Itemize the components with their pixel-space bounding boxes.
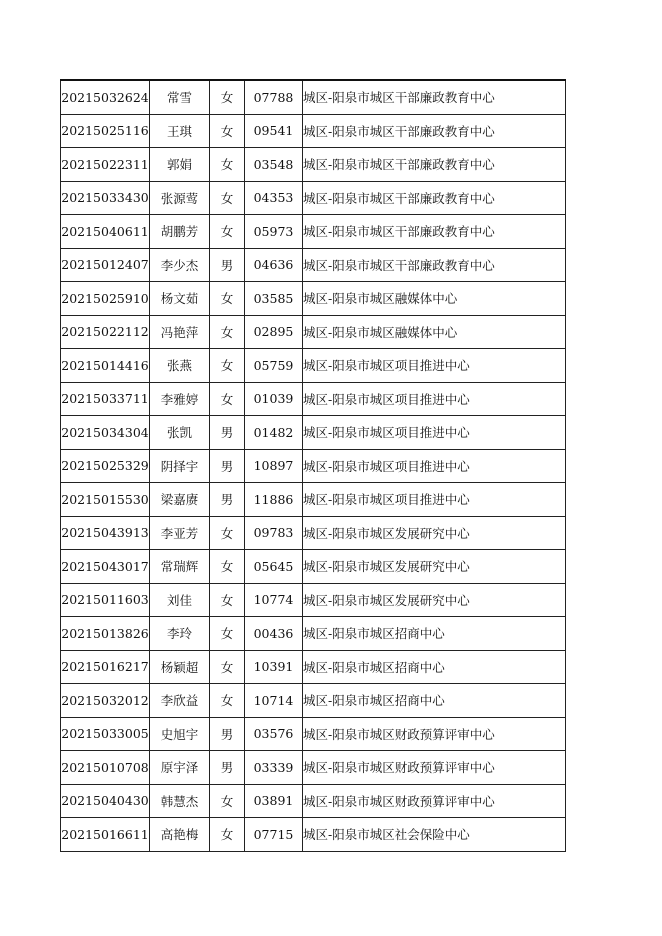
score-cell: 00436 xyxy=(245,617,303,651)
gender-cell: 男 xyxy=(210,449,245,483)
table-row xyxy=(61,449,566,483)
table-row xyxy=(61,248,566,282)
candidate-name-cell: 郭娟 xyxy=(150,148,210,182)
score-cell: 10774 xyxy=(245,583,303,617)
score-cell: 07715 xyxy=(245,818,303,852)
table-row xyxy=(61,80,566,114)
candidate-name-cell: 李少杰 xyxy=(150,248,210,282)
gender-cell: 女 xyxy=(210,784,245,818)
candidate-name-cell: 胡鹏芳 xyxy=(150,215,210,249)
candidate-name-cell: 张凯 xyxy=(150,416,210,450)
unit-cell: 城区-阳泉市城区财政预算评审中心 xyxy=(303,784,566,818)
unit-cell: 城区-阳泉市城区招商中心 xyxy=(303,684,566,718)
table-row xyxy=(61,416,566,450)
exam-number-cell: 20215040611 xyxy=(61,215,150,249)
candidate-name-cell: 张燕 xyxy=(150,349,210,383)
gender-cell: 女 xyxy=(210,349,245,383)
table-row xyxy=(61,617,566,651)
gender-cell: 女 xyxy=(210,181,245,215)
gender-cell: 女 xyxy=(210,550,245,584)
candidate-name-cell: 李雅婷 xyxy=(150,382,210,416)
exam-number-cell: 20215015530 xyxy=(61,483,150,517)
score-cell: 11886 xyxy=(245,483,303,517)
table-row xyxy=(61,684,566,718)
score-cell: 03585 xyxy=(245,282,303,316)
candidate-name-cell: 李亚芳 xyxy=(150,516,210,550)
table-row xyxy=(61,349,566,383)
score-cell: 04353 xyxy=(245,181,303,215)
exam-number-cell: 20215022112 xyxy=(61,315,150,349)
score-cell: 02895 xyxy=(245,315,303,349)
score-cell: 03891 xyxy=(245,784,303,818)
table-row xyxy=(61,215,566,249)
gender-cell: 女 xyxy=(210,818,245,852)
table-row xyxy=(61,148,566,182)
candidate-name-cell: 杨文茹 xyxy=(150,282,210,316)
score-cell: 04636 xyxy=(245,248,303,282)
exam-number-cell: 20215033711 xyxy=(61,382,150,416)
table-row xyxy=(61,114,566,148)
gender-cell: 男 xyxy=(210,416,245,450)
table-row xyxy=(61,483,566,517)
unit-cell: 城区-阳泉市城区干部廉政教育中心 xyxy=(303,80,566,114)
unit-cell: 城区-阳泉市城区发展研究中心 xyxy=(303,550,566,584)
gender-cell: 男 xyxy=(210,751,245,785)
unit-cell: 城区-阳泉市城区发展研究中心 xyxy=(303,516,566,550)
table-row xyxy=(61,550,566,584)
score-cell: 10897 xyxy=(245,449,303,483)
unit-cell: 城区-阳泉市城区干部廉政教育中心 xyxy=(303,148,566,182)
unit-cell: 城区-阳泉市城区干部廉政教育中心 xyxy=(303,215,566,249)
exam-number-cell: 20215014416 xyxy=(61,349,150,383)
unit-cell: 城区-阳泉市城区项目推进中心 xyxy=(303,382,566,416)
exam-number-cell: 20215010708 xyxy=(61,751,150,785)
candidate-name-cell: 刘佳 xyxy=(150,583,210,617)
gender-cell: 男 xyxy=(210,483,245,517)
exam-number-cell: 20215032624 xyxy=(61,80,150,114)
unit-cell: 城区-阳泉市城区项目推进中心 xyxy=(303,483,566,517)
gender-cell: 男 xyxy=(210,248,245,282)
score-cell: 05759 xyxy=(245,349,303,383)
table-row xyxy=(61,181,566,215)
exam-number-cell: 20215033005 xyxy=(61,717,150,751)
exam-number-cell: 20215040430 xyxy=(61,784,150,818)
score-cell: 03548 xyxy=(245,148,303,182)
table-row xyxy=(61,784,566,818)
unit-cell: 城区-阳泉市城区项目推进中心 xyxy=(303,449,566,483)
score-cell: 05973 xyxy=(245,215,303,249)
table-row xyxy=(61,382,566,416)
unit-cell: 城区-阳泉市城区干部廉政教育中心 xyxy=(303,114,566,148)
unit-cell: 城区-阳泉市城区融媒体中心 xyxy=(303,315,566,349)
exam-number-cell: 20215016217 xyxy=(61,650,150,684)
exam-number-cell: 20215016611 xyxy=(61,818,150,852)
candidate-name-cell: 原宇泽 xyxy=(150,751,210,785)
candidate-name-cell: 常瑞辉 xyxy=(150,550,210,584)
gender-cell: 女 xyxy=(210,148,245,182)
exam-number-cell: 20215022311 xyxy=(61,148,150,182)
score-cell: 07788 xyxy=(245,80,303,114)
gender-cell: 女 xyxy=(210,617,245,651)
score-cell: 05645 xyxy=(245,550,303,584)
unit-cell: 城区-阳泉市城区融媒体中心 xyxy=(303,282,566,316)
gender-cell: 女 xyxy=(210,215,245,249)
candidate-name-cell: 李欣益 xyxy=(150,684,210,718)
candidate-name-cell: 张源莺 xyxy=(150,181,210,215)
score-cell: 10391 xyxy=(245,650,303,684)
candidate-name-cell: 梁嘉赓 xyxy=(150,483,210,517)
exam-number-cell: 20215043017 xyxy=(61,550,150,584)
table-row xyxy=(61,650,566,684)
score-cell: 01482 xyxy=(245,416,303,450)
gender-cell: 女 xyxy=(210,583,245,617)
exam-number-cell: 20215012407 xyxy=(61,248,150,282)
table-row xyxy=(61,717,566,751)
exam-number-cell: 20215025116 xyxy=(61,114,150,148)
unit-cell: 城区-阳泉市城区社会保险中心 xyxy=(303,818,566,852)
gender-cell: 女 xyxy=(210,382,245,416)
unit-cell: 城区-阳泉市城区招商中心 xyxy=(303,617,566,651)
gender-cell: 女 xyxy=(210,516,245,550)
exam-number-cell: 20215011603 xyxy=(61,583,150,617)
table-row xyxy=(61,818,566,852)
gender-cell: 女 xyxy=(210,282,245,316)
exam-number-cell: 20215013826 xyxy=(61,617,150,651)
gender-cell: 女 xyxy=(210,684,245,718)
unit-cell: 城区-阳泉市城区干部廉政教育中心 xyxy=(303,181,566,215)
table-row xyxy=(61,751,566,785)
candidate-table xyxy=(60,79,566,852)
candidate-name-cell: 史旭宇 xyxy=(150,717,210,751)
score-cell: 03339 xyxy=(245,751,303,785)
score-cell: 09541 xyxy=(245,114,303,148)
unit-cell: 城区-阳泉市城区项目推进中心 xyxy=(303,416,566,450)
gender-cell: 女 xyxy=(210,650,245,684)
table-row xyxy=(61,516,566,550)
exam-number-cell: 20215033430 xyxy=(61,181,150,215)
candidate-name-cell: 李玲 xyxy=(150,617,210,651)
exam-number-cell: 20215025910 xyxy=(61,282,150,316)
score-cell: 03576 xyxy=(245,717,303,751)
candidate-name-cell: 冯艳萍 xyxy=(150,315,210,349)
gender-cell: 女 xyxy=(210,114,245,148)
unit-cell: 城区-阳泉市城区发展研究中心 xyxy=(303,583,566,617)
unit-cell: 城区-阳泉市城区项目推进中心 xyxy=(303,349,566,383)
candidate-name-cell: 王琪 xyxy=(150,114,210,148)
table-row xyxy=(61,282,566,316)
candidate-name-cell: 杨颖超 xyxy=(150,650,210,684)
score-cell: 01039 xyxy=(245,382,303,416)
unit-cell: 城区-阳泉市城区财政预算评审中心 xyxy=(303,751,566,785)
exam-number-cell: 20215032012 xyxy=(61,684,150,718)
gender-cell: 女 xyxy=(210,315,245,349)
candidate-table-body xyxy=(61,80,566,851)
candidate-name-cell: 韩慧杰 xyxy=(150,784,210,818)
candidate-name-cell: 阴择宇 xyxy=(150,449,210,483)
score-cell: 09783 xyxy=(245,516,303,550)
unit-cell: 城区-阳泉市城区财政预算评审中心 xyxy=(303,717,566,751)
table-row xyxy=(61,315,566,349)
score-cell: 10714 xyxy=(245,684,303,718)
exam-number-cell: 20215034304 xyxy=(61,416,150,450)
gender-cell: 男 xyxy=(210,717,245,751)
exam-number-cell: 20215025329 xyxy=(61,449,150,483)
candidate-name-cell: 常雪 xyxy=(150,80,210,114)
table-row xyxy=(61,583,566,617)
exam-number-cell: 20215043913 xyxy=(61,516,150,550)
unit-cell: 城区-阳泉市城区干部廉政教育中心 xyxy=(303,248,566,282)
gender-cell: 女 xyxy=(210,80,245,114)
unit-cell: 城区-阳泉市城区招商中心 xyxy=(303,650,566,684)
candidate-name-cell: 高艳梅 xyxy=(150,818,210,852)
